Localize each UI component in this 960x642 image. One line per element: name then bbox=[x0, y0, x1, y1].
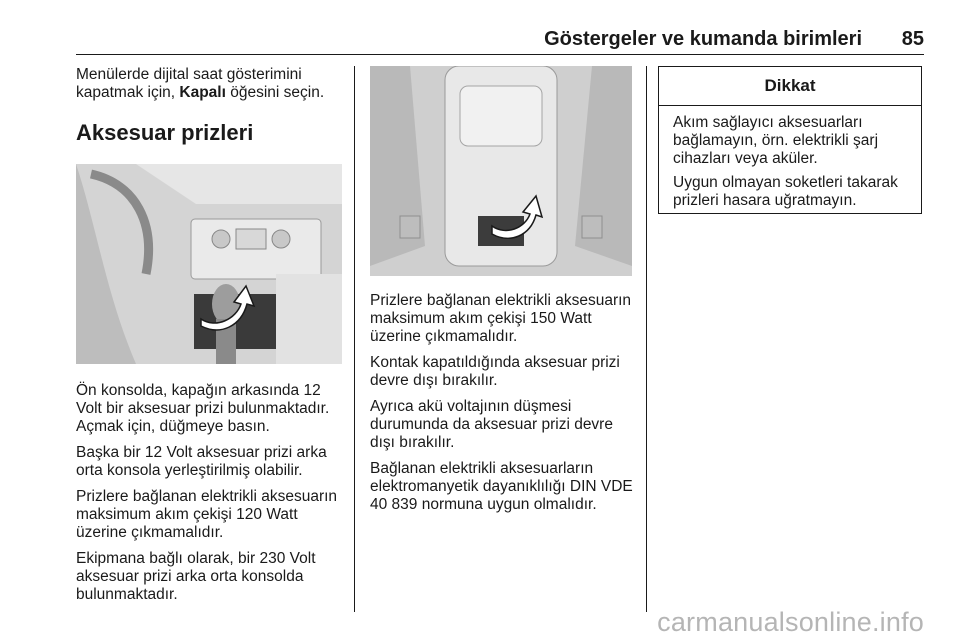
intro-paragraph: Menülerde dijital saat gösterimini kapatmak için, Kapalı öğesini seçin. bbox=[76, 66, 325, 101]
rear-console-socket-illustration bbox=[370, 66, 632, 276]
warning-paragraph-2: Uygun olmayan soketleri takarak prizleri hasara uğratmayın. bbox=[673, 174, 898, 209]
column-divider-1 bbox=[354, 66, 355, 612]
page-header bbox=[76, 28, 924, 55]
paragraph-2: Başka bir 12 Volt aksesuar prizi arka orta konsola yerleştirilmiş olabilir. bbox=[76, 444, 327, 479]
paragraph-7: Ayrıca akü voltajının düşmesi durumunda da aksesuar prizi devre dışı bırakılır. bbox=[370, 398, 613, 451]
page-title: Göstergeler ve kumanda birimleri bbox=[544, 28, 862, 50]
section-heading: Aksesuar prizleri bbox=[76, 120, 254, 145]
column-divider-2 bbox=[646, 66, 647, 612]
column-left bbox=[76, 66, 342, 612]
warning-box bbox=[658, 66, 922, 214]
warning-paragraph-1: Akım sağlayıcı aksesuarları bağlamayın, örn. elektrikli şarj cihazları veya aküler. bbox=[673, 114, 879, 167]
warning-title: Dikkat bbox=[659, 67, 921, 106]
column-middle bbox=[370, 66, 634, 522]
paragraph-3: Prizlere bağlanan elektrikli aksesuarın maksimum akım çekişi 120 Watt üzerine çıkmamalıdır. bbox=[76, 488, 338, 541]
page-number: 85 bbox=[901, 28, 924, 50]
paragraph-8: Bağlanan elektrikli aksesuarların elektromanyetik dayanıklılığı DIN VDE 40 839 normuna uygun olmalıdır. bbox=[370, 460, 633, 513]
paragraph-5: Prizlere bağlanan elektrikli aksesuarın maksimum akım çekişi 150 Watt üzerine çıkmamalıdır. bbox=[370, 292, 632, 345]
watermark: carmanualsonline.info bbox=[657, 607, 924, 637]
paragraph-6: Kontak kapatıldığında aksesuar prizi devre dışı bırakılır. bbox=[370, 354, 620, 389]
front-console-socket-illustration bbox=[76, 164, 342, 364]
menu-option-off: Kapalı bbox=[179, 84, 226, 101]
paragraph-1: Ön konsolda, kapağın arkasında 12 Volt bir aksesuar prizi bulunmaktadır. Açmak için, düğmeye basın. bbox=[76, 382, 330, 435]
paragraph-4: Ekipmana bağlı olarak, bir 230 Volt aksesuar prizi arka orta konsolda bulunmaktadır. bbox=[76, 550, 316, 603]
warning-body bbox=[659, 106, 921, 210]
